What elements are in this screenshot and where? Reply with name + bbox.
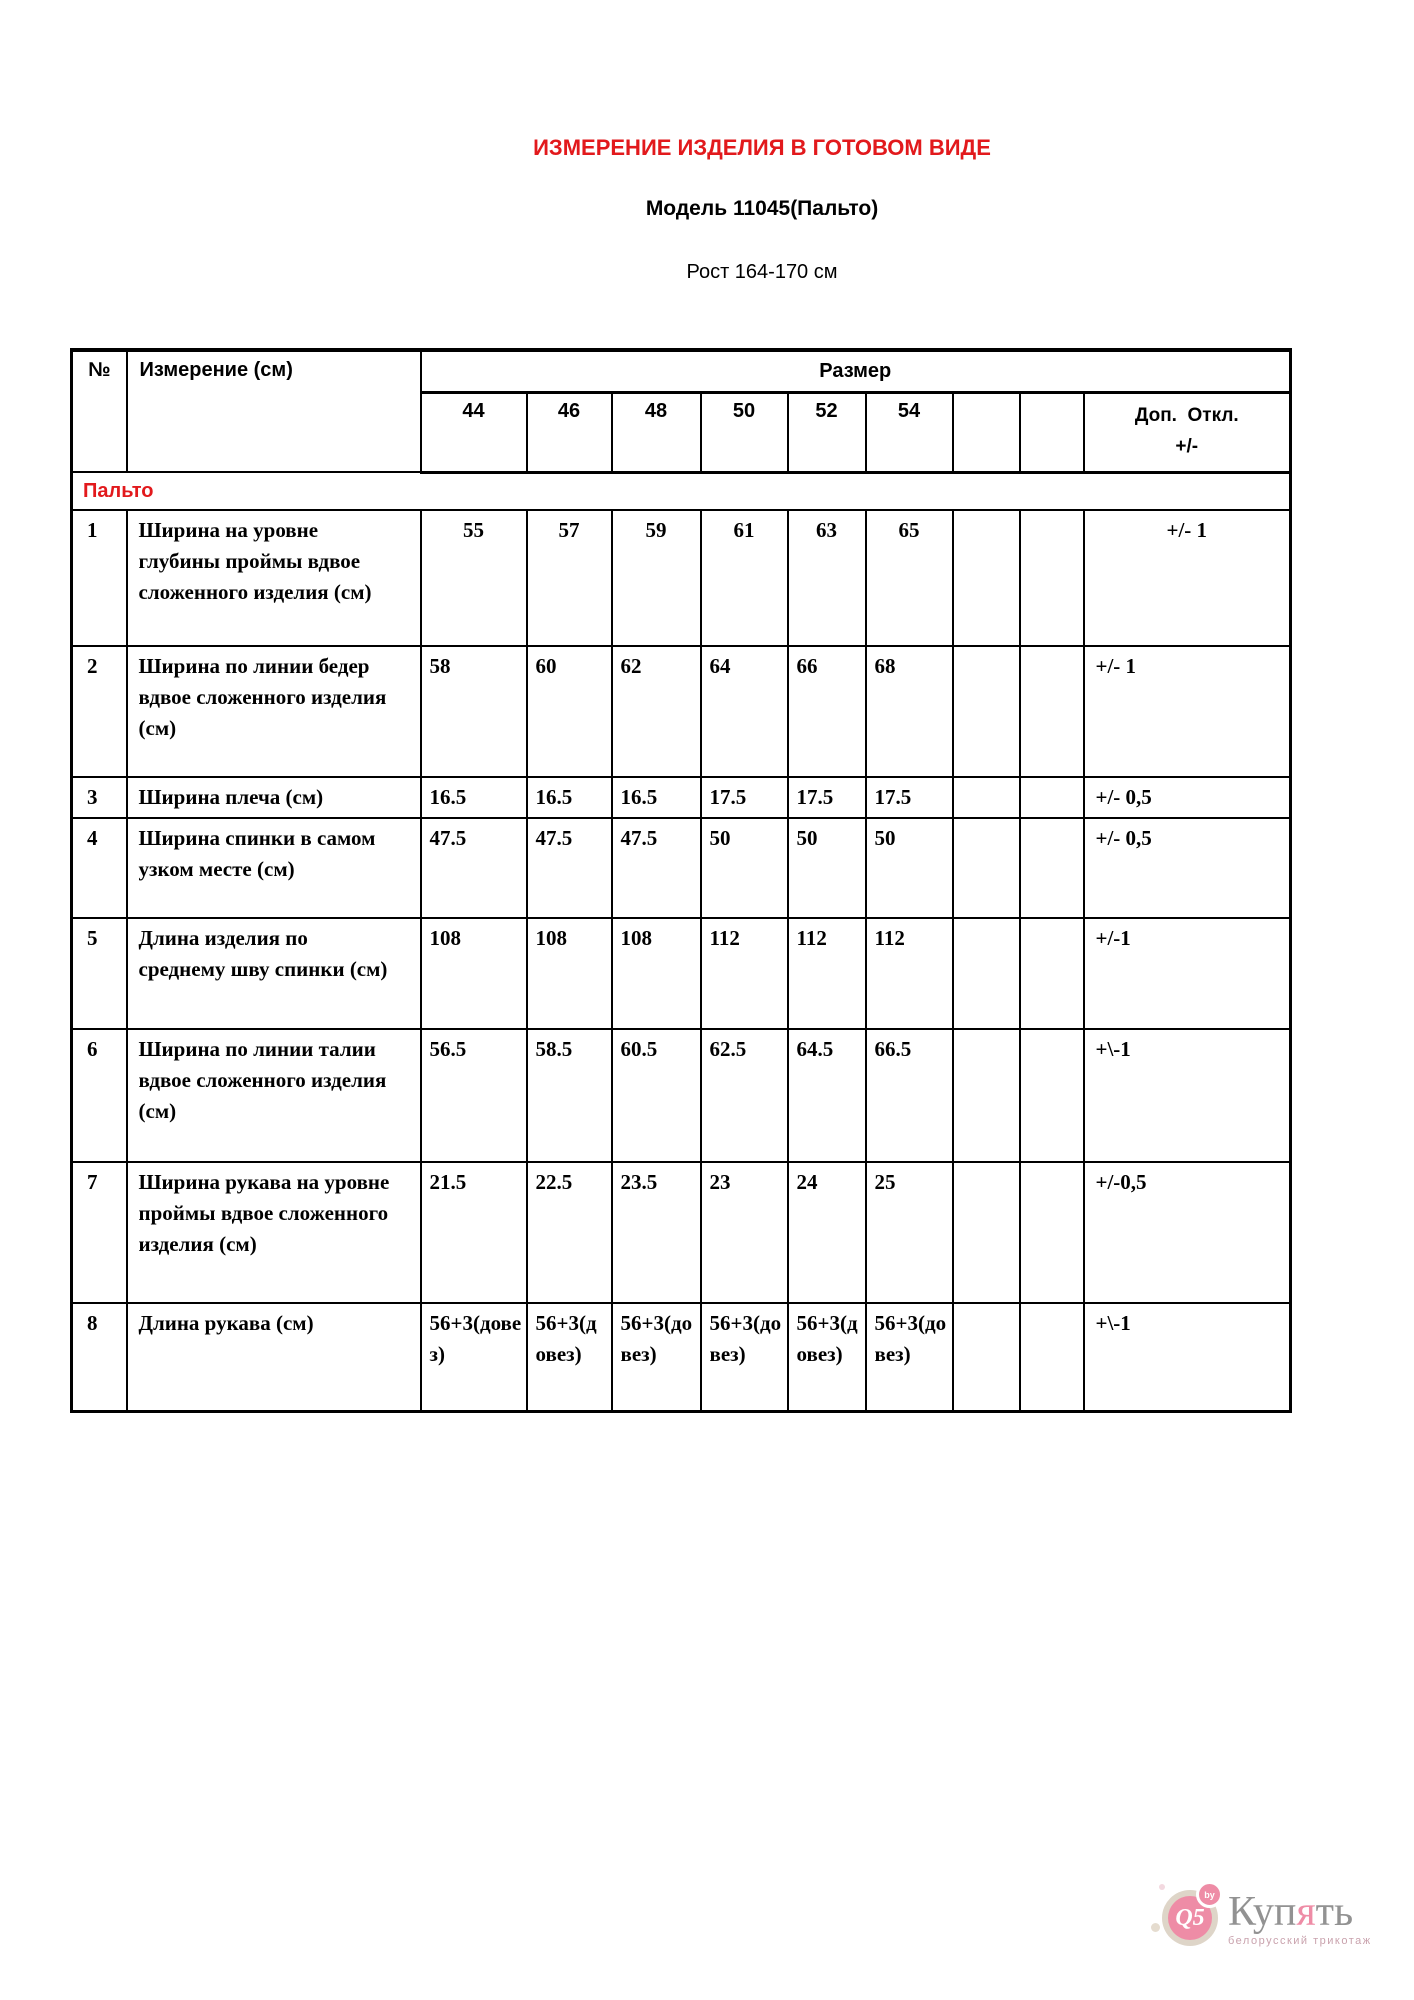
table-body (72, 472, 1291, 1411)
size-value-cell: 66.5 (866, 1029, 953, 1162)
empty-cell (1020, 1303, 1084, 1411)
tolerance-cell: +/- 1 (1084, 646, 1291, 777)
size-col-header: 46 (527, 392, 612, 472)
logo-by-badge: by (1196, 1881, 1223, 1908)
empty-cell (953, 1162, 1020, 1303)
brand-logo (1158, 1886, 1372, 1947)
measurement-label-cell: Длина изделия по среднему шву спинки (см) (127, 918, 421, 1029)
size-value-cell: 50 (701, 818, 788, 918)
empty-cell (1020, 918, 1084, 1029)
size-col-header: 50 (701, 392, 788, 472)
table-row (72, 646, 1291, 777)
size-value-cell: 56.5 (421, 1029, 527, 1162)
empty-col-header (953, 392, 1020, 472)
size-value-cell: 56+3(довез) (701, 1303, 788, 1411)
empty-cell (1020, 1162, 1084, 1303)
empty-col-header (1020, 392, 1084, 472)
row-number-cell: 6 (72, 1029, 127, 1162)
tolerance-cell: +/- 0,5 (1084, 777, 1291, 818)
col-header-num: № (72, 350, 127, 472)
size-value-cell: 108 (612, 918, 701, 1029)
size-value-cell: 65 (866, 510, 953, 646)
size-value-cell: 25 (866, 1162, 953, 1303)
size-col-header: 48 (612, 392, 701, 472)
size-value-cell: 63 (788, 510, 866, 646)
size-value-cell: 50 (866, 818, 953, 918)
tolerance-cell: +/- 1 (1084, 510, 1291, 646)
section-row (72, 472, 1291, 510)
size-value-cell: 47.5 (421, 818, 527, 918)
measurement-label-cell: Ширина рукава на уровне проймы вдвое сложенного изделия (см) (127, 1162, 421, 1303)
empty-cell (1020, 1029, 1084, 1162)
logo-subtitle: белорусский трикотаж (1228, 1935, 1372, 1947)
table-header (72, 350, 1291, 472)
size-value-cell: 57 (527, 510, 612, 646)
tolerance-cell: +/-0,5 (1084, 1162, 1291, 1303)
size-value-cell: 56+3(довез) (788, 1303, 866, 1411)
document-header (0, 0, 1414, 284)
size-value-cell: 58.5 (527, 1029, 612, 1162)
measurement-label-cell: Ширина по линии талии вдвое сложенного изделия (см) (127, 1029, 421, 1162)
col-header-size-group: Размер (421, 350, 1291, 392)
size-value-cell: 21.5 (421, 1162, 527, 1303)
size-value-cell: 55 (421, 510, 527, 646)
size-value-cell: 112 (701, 918, 788, 1029)
size-value-cell: 22.5 (527, 1162, 612, 1303)
row-number-cell: 1 (72, 510, 127, 646)
size-value-cell: 17.5 (701, 777, 788, 818)
empty-cell (1020, 777, 1084, 818)
tolerance-cell: +/- 0,5 (1084, 818, 1291, 918)
size-value-cell: 62.5 (701, 1029, 788, 1162)
size-value-cell: 23 (701, 1162, 788, 1303)
logo-decor-dot (1159, 1884, 1165, 1890)
col-header-measurement: Измерение (см) (127, 350, 421, 472)
table-row (72, 818, 1291, 918)
measurement-label-cell: Ширина плеча (см) (127, 777, 421, 818)
size-value-cell: 60.5 (612, 1029, 701, 1162)
size-value-cell: 50 (788, 818, 866, 918)
table-container (70, 348, 1414, 1413)
height-range: Рост 164-170 см (686, 261, 838, 283)
measurement-label-cell: Ширина спинки в самом узком месте (см) (127, 818, 421, 918)
size-value-cell: 23.5 (612, 1162, 701, 1303)
size-value-cell: 56+3(довез) (527, 1303, 612, 1411)
size-value-cell: 47.5 (612, 818, 701, 918)
size-value-cell: 56+3(довез) (421, 1303, 527, 1411)
size-value-cell: 17.5 (866, 777, 953, 818)
table-row (72, 1162, 1291, 1303)
header-row-groups (72, 350, 1291, 392)
logo-decor-dot (1151, 1923, 1160, 1932)
measurement-label-cell: Длина рукава (см) (127, 1303, 421, 1411)
size-value-cell: 112 (788, 918, 866, 1029)
row-number-cell: 3 (72, 777, 127, 818)
section-label: Пальто (72, 472, 1291, 510)
empty-cell (1020, 510, 1084, 646)
size-value-cell: 16.5 (612, 777, 701, 818)
size-value-cell: 56+3(довез) (612, 1303, 701, 1411)
row-number-cell: 8 (72, 1303, 127, 1411)
empty-cell (953, 918, 1020, 1029)
logo-accent-letter: я (1296, 1889, 1316, 1935)
size-value-cell: 61 (701, 510, 788, 646)
page-title: ИЗМЕРЕНИЕ ИЗДЕЛИЯ В ГОТОВОМ ВИДЕ (533, 135, 991, 160)
table-row (72, 510, 1291, 646)
empty-cell (953, 818, 1020, 918)
size-value-cell: 16.5 (527, 777, 612, 818)
size-value-cell: 59 (612, 510, 701, 646)
table-row (72, 1303, 1291, 1411)
size-value-cell: 108 (421, 918, 527, 1029)
size-value-cell: 66 (788, 646, 866, 777)
logo-name-part1: Куп (1228, 1889, 1297, 1935)
measurement-label-cell: Ширина по линии бедер вдвое сложенного изделия (см) (127, 646, 421, 777)
size-value-cell: 108 (527, 918, 612, 1029)
measurement-label-cell: Ширина на уровне глубины проймы вдвое сложенного изделия (см) (127, 510, 421, 646)
size-col-header: 52 (788, 392, 866, 472)
row-number-cell: 5 (72, 918, 127, 1029)
size-value-cell: 62 (612, 646, 701, 777)
tolerance-cell: +/-1 (1084, 918, 1291, 1029)
empty-cell (953, 646, 1020, 777)
size-value-cell: 68 (866, 646, 953, 777)
row-number-cell: 2 (72, 646, 127, 777)
empty-cell (953, 510, 1020, 646)
logo-text-block (1228, 1886, 1372, 1947)
size-value-cell: 64.5 (788, 1029, 866, 1162)
row-number-cell: 7 (72, 1162, 127, 1303)
size-value-cell: 56+3(довез) (866, 1303, 953, 1411)
model-title: Модель 11045(Пальто) (645, 197, 879, 220)
size-value-cell: 58 (421, 646, 527, 777)
size-col-header: 44 (421, 392, 527, 472)
tolerance-col-header: Доп. Откл. +/- (1084, 392, 1291, 472)
logo-q5-badge (1168, 1889, 1215, 1940)
empty-cell (1020, 818, 1084, 918)
empty-cell (953, 777, 1020, 818)
size-value-cell: 60 (527, 646, 612, 777)
size-value-cell: 24 (788, 1162, 866, 1303)
row-number-cell: 4 (72, 818, 127, 918)
table-row (72, 918, 1291, 1029)
size-value-cell: 64 (701, 646, 788, 777)
table-row (72, 1029, 1291, 1162)
size-value-cell: 16.5 (421, 777, 527, 818)
logo-q5-text: Q5 (1175, 1905, 1205, 1931)
tolerance-cell: +\-1 (1084, 1303, 1291, 1411)
empty-cell (953, 1303, 1020, 1411)
empty-cell (1020, 646, 1084, 777)
size-value-cell: 47.5 (527, 818, 612, 918)
measurements-table (70, 348, 1292, 1413)
logo-name-part2: ть (1315, 1889, 1354, 1935)
table-row (72, 777, 1291, 818)
size-value-cell: 17.5 (788, 777, 866, 818)
logo-brand-name (1228, 1890, 1372, 1934)
tolerance-cell: +\-1 (1084, 1029, 1291, 1162)
empty-cell (953, 1029, 1020, 1162)
size-value-cell: 112 (866, 918, 953, 1029)
size-col-header: 54 (866, 392, 953, 472)
